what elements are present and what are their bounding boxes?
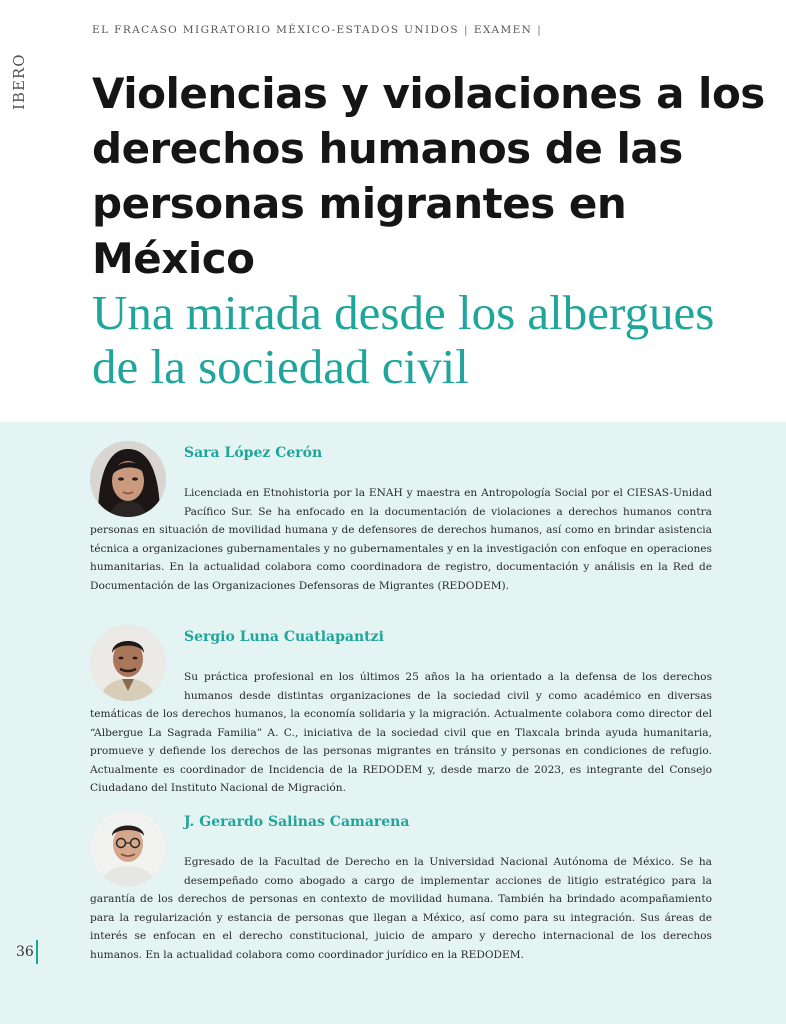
running-header-category: EXAMEN <box>473 24 533 36</box>
article-title: Violencias y violaciones a los derechos humanos de las personas migrantes en México <box>92 69 765 283</box>
author-text-3: Egresado de la Facultad de Derecho en la Universidad Nacional Autónoma de México. Se ha desempeñado como abogado a cargo de implementar acciones de litigio estratégico para la garantía de los derechos de personas en contexto de movilidad humana. También ha brindado acompañamiento para la regularización y estancia de personas que llegan a México, así como para su integración. Sus áreas de interés se enfocan en el derecho constitucional, juicio de amparo y derecho internacional de los derechos humanos. En la actualidad colabora como coordinador jurídico en la REDODEM. <box>90 856 712 961</box>
page-number: 36 <box>16 944 34 960</box>
page-number-divider <box>36 940 38 964</box>
author-name-2: Sergio Luna Cuatlapantzi <box>184 629 384 645</box>
article-subtitle: Una mirada desde los albergues de la sociedad civil <box>92 285 715 394</box>
side-brand-label: IBERO <box>10 53 28 110</box>
running-header: EL FRACASO MIGRATORIO MÉXICO-ESTADOS UNIDOS | EXAMEN | <box>92 24 543 36</box>
author-text-1: Licenciada en Etnohistoria por la ENAH y maestra en Antropología Social por el CIESAS-Unidad Pacífico Sur. Se ha enfocado en la documentación de violaciones a derechos humanos contra personas en situación de movilidad humana y de defensores de derechos humanos, así como en brindar asistencia técnica a organizaciones gubernamentales y no gubernamentales y en la investigación con enfoque en operaciones humanitarias. En la actualidad colabora como coordinadora de registro, documentación y análisis en la Red de Documentación de las Organizaciones Defensoras de Migrantes (REDODEM). <box>90 487 712 592</box>
running-header-section: EL FRACASO MIGRATORIO MÉXICO-ESTADOS UNIDOS <box>92 24 459 36</box>
author-name-1: Sara López Cerón <box>184 445 323 461</box>
author-name-3: J. Gerardo Salinas Camarena <box>184 814 410 830</box>
author-text-2: Su práctica profesional en los últimos 25 años la ha orientado a la defensa de los derechos humanos desde distintas organizaciones de la sociedad civil y como académico en diversas temáticas de los derechos humanos, la economía solidaria y la migración. Actualmente colabora como director del “Albergue La Sagrada Familia” A. C., iniciativa de la sociedad civil que en Tlaxcala brinda ayuda humanitaria, promueve y defiende los derechos de las personas migrantes en tránsito y personas en condiciones de refugio. Actualmente es coordinador de Incidencia de la REDODEM y, desde marzo de 2023, es integrante del Consejo Ciudadano del Instituto Nacional de Migración. <box>90 671 712 794</box>
